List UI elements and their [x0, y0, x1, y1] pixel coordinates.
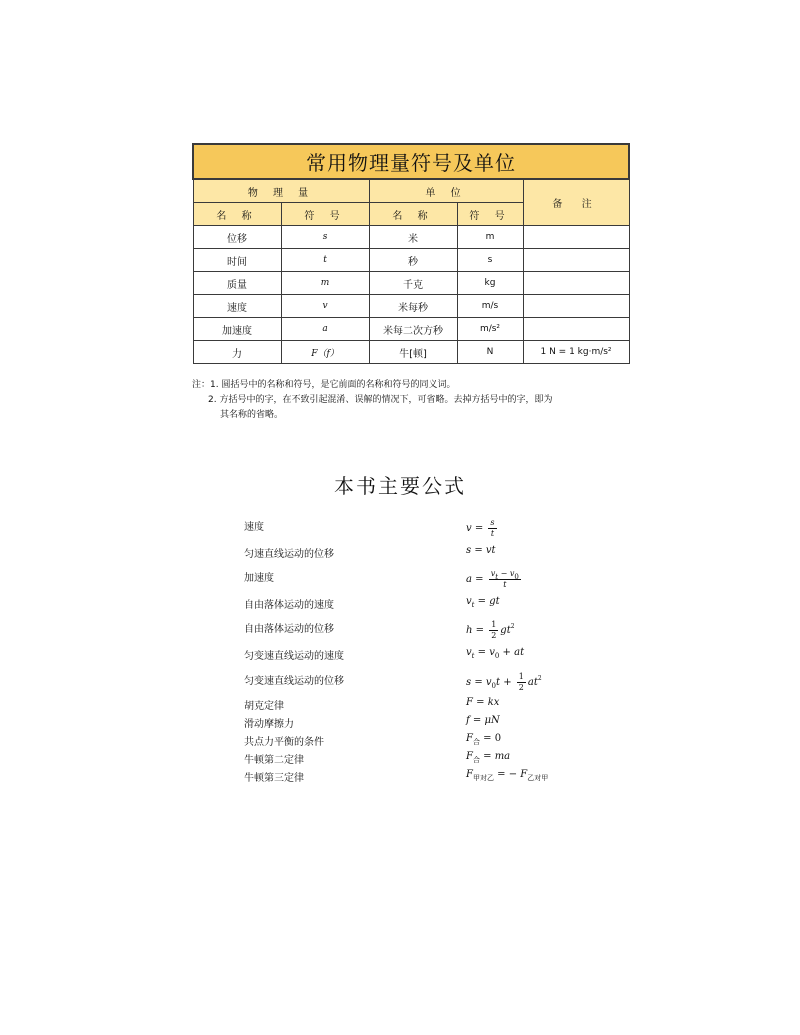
note-1: 注：1. 圆括号中的名称和符号，是它前面的名称和符号的同义词。 [192, 380, 456, 390]
cell-unit-symbol: kg [457, 272, 523, 295]
formula-velocity: v = $\frac{s}{t}$ [466, 518, 495, 538]
formula-row [244, 697, 604, 715]
physics-units-table [192, 143, 630, 364]
formula-row [244, 545, 604, 563]
cell-unit-name: 米每二次方秒 [369, 318, 457, 341]
formula-name: 牛顿第三定律 [244, 773, 304, 784]
formula-row [244, 751, 604, 769]
table-row [193, 226, 629, 249]
formula-freefall-displacement: h = $\frac{1}{2}$ gt 2 [466, 620, 515, 640]
cell-unit-symbol: s [457, 249, 523, 272]
header-unit-symbol: 符 号 [457, 203, 523, 226]
note-2-continued: 其名称的省略。 [220, 410, 284, 420]
table-notes [192, 378, 642, 423]
cell-name: 速度 [193, 295, 281, 318]
formula-name: 牛顿第二定律 [244, 755, 304, 766]
formula-acceleration: a = $\frac{vt - v0}{t}$ [466, 569, 519, 589]
cell-unit-symbol: m/s [457, 295, 523, 318]
formula-row [244, 518, 604, 536]
formula-sliding-friction: f = μN [466, 715, 500, 726]
formula-row [244, 769, 604, 787]
formula-name: 胡克定律 [244, 701, 284, 712]
formula-name: 共点力平衡的条件 [244, 737, 324, 748]
cell-unit-name: 牛[顿] [369, 341, 457, 364]
cell-symbol: s [281, 226, 369, 249]
formula-name: 自由落体运动的速度 [244, 600, 334, 611]
formulas-title: 本书主要公式 [334, 474, 466, 498]
table-row [193, 318, 629, 341]
formula-uniform-accel-displacement: s = v 0 t + $\frac{1}{2}$ at 2 [466, 672, 542, 692]
header-name: 名 称 [193, 203, 281, 226]
header-quantity-group: 物 理 量 [193, 179, 369, 203]
formula-row [244, 733, 604, 751]
cell-unit-name: 米每秒 [369, 295, 457, 318]
formula-name: 匀变速直线运动的位移 [244, 676, 344, 687]
header-symbol: 符 号 [281, 203, 369, 226]
formula-newton-second: F 合 = ma [466, 751, 511, 764]
header-remark: 备 注 [523, 179, 629, 226]
table-row [193, 295, 629, 318]
header-unit-name: 名 称 [369, 203, 457, 226]
cell-unit-symbol: m/s² [457, 318, 523, 341]
cell-symbol: v [281, 295, 369, 318]
cell-name: 位移 [193, 226, 281, 249]
cell-remark [523, 272, 629, 295]
note-2: 2. 方括号中的字，在不致引起混淆、误解的情况下，可省略。去掉方括号中的字，即为 [208, 395, 553, 405]
cell-unit-symbol: m [457, 226, 523, 249]
cell-remark [523, 318, 629, 341]
formula-hooke-law: F = kx [466, 697, 500, 708]
cell-unit-name: 米 [369, 226, 457, 249]
formula-name: 滑动摩擦力 [244, 719, 294, 730]
formula-name: 匀变速直线运动的速度 [244, 651, 344, 662]
table-row [193, 272, 629, 295]
cell-remark: 1 N = 1 kg·m/s² [523, 341, 629, 364]
formula-row [244, 715, 604, 733]
formula-row [244, 596, 604, 614]
header-unit-group: 单 位 [369, 179, 523, 203]
formula-row [244, 672, 604, 690]
formula-uniform-displacement: s = vt [466, 545, 496, 556]
formula-row [244, 620, 604, 638]
table-title: 常用物理量符号及单位 [193, 144, 629, 179]
formula-row [244, 647, 604, 665]
cell-unit-name: 千克 [369, 272, 457, 295]
cell-remark [523, 226, 629, 249]
cell-name: 时间 [193, 249, 281, 272]
table-row [193, 341, 629, 364]
formula-newton-third: F 甲对乙 = − F 乙对甲 [466, 769, 549, 782]
cell-symbol: F（f） [281, 341, 369, 364]
formula-name: 加速度 [244, 573, 274, 584]
cell-remark [523, 249, 629, 272]
cell-remark [523, 295, 629, 318]
formula-uniform-accel-velocity: v t = v 0 + at [466, 647, 525, 660]
cell-name: 加速度 [193, 318, 281, 341]
formula-name: 自由落体运动的位移 [244, 624, 334, 635]
cell-name: 力 [193, 341, 281, 364]
cell-symbol: a [281, 318, 369, 341]
cell-name: 质量 [193, 272, 281, 295]
cell-symbol: m [281, 272, 369, 295]
table-row [193, 249, 629, 272]
cell-unit-symbol: N [457, 341, 523, 364]
formula-row [244, 569, 604, 587]
formula-equilibrium: F 合 = 0 [466, 733, 502, 746]
cell-unit-name: 秒 [369, 249, 457, 272]
formula-name: 匀速直线运动的位移 [244, 549, 334, 560]
formula-freefall-velocity: v t = gt [466, 596, 500, 609]
cell-symbol: t [281, 249, 369, 272]
formula-name: 速度 [244, 522, 264, 533]
